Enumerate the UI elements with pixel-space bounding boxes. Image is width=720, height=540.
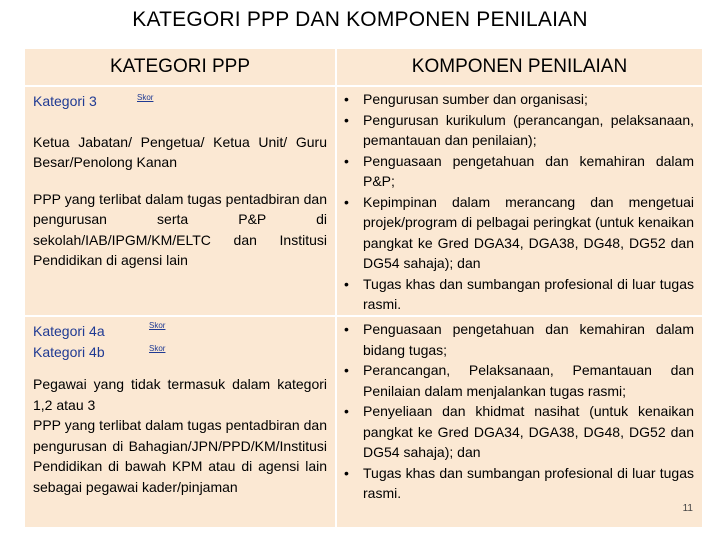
list-item: • Perancangan, Pelaksanaan, Pemantauan dan Penilaian dalam menjalankan tugas rasmi; <box>343 360 694 401</box>
header-komponen: KOMPONEN PENILAIAN <box>336 48 703 86</box>
row1-description-2: PPP yang terlibat dalam tugas pentadbiran dan pengurusan serta P&P di sekolah/IAB/IPGM/KM/ELTC dan Institusi Pendidikan di agensi lain <box>33 190 327 268</box>
kategori-4a-label <box>33 321 327 342</box>
list-item: • Pengurusan sumber dan organisasi; <box>343 89 694 110</box>
list-item: • Pengurusan kurikulum (perancangan, pelaksanaan, pemantauan dan penilaian); <box>343 110 694 151</box>
skor-link[interactable]: Skor <box>149 343 166 353</box>
kategori-4a-text: Kategori 4a <box>33 323 105 339</box>
list-item: • Penguasaan pengetahuan dan kemahiran dalam bidang tugas; <box>343 319 694 360</box>
row2-bullet-list <box>343 319 694 504</box>
list-item: • Kepimpinan dalam merancang dan mengetuai projek/program di pelbagai peringkat (untuk kenaikan pangkat ke Gred DGA34, DGA38, DG48, DG52 dan DG54 sahaja); dan <box>343 192 694 274</box>
kategori-3-label <box>33 91 327 112</box>
row2-description-1: Pegawai yang tidak termasuk dalam kategori 1,2 atau 3 <box>33 376 327 413</box>
kategori-4b-text: Kategori 4b <box>33 343 105 360</box>
kategori-3-text: Kategori 3 <box>33 93 97 109</box>
kategori-4b-label <box>33 342 327 363</box>
header-kategori: KATEGORI PPP <box>24 48 336 86</box>
row1-description-1: Ketua Jabatan/ Pengetua/ Ketua Unit/ Guru Besar/Penolong Kanan <box>33 133 327 170</box>
list-item: • Tugas khas dan sumbangan profesional di luar tugas rasmi. <box>343 274 694 315</box>
page-number: 11 <box>682 503 693 514</box>
row2-kategori-cell <box>24 316 336 528</box>
row1-komponen-cell <box>336 86 703 316</box>
list-item: • Tugas khas dan sumbangan profesional di luar tugas rasmi. <box>343 463 694 504</box>
list-item: • Penyeliaan dan khidmat nasihat (untuk kenaikan pangkat ke Gred DGA34, DGA38, DG48, DG52 dan DG54 sahaja); dan <box>343 401 694 463</box>
row1-kategori-cell <box>24 86 336 316</box>
category-table <box>24 48 703 528</box>
row2-komponen-cell <box>336 316 703 528</box>
skor-link[interactable]: Skor <box>137 93 154 102</box>
row1-bullet-list <box>343 89 694 315</box>
page-title: KATEGORI PPP DAN KOMPONEN PENILAIAN <box>132 8 588 31</box>
list-item: • Penguasaan pengetahuan dan kemahiran dalam P&P; <box>343 151 694 192</box>
skor-link[interactable]: Skor <box>149 321 166 330</box>
row2-description-2: PPP yang terlibat dalam tugas pentadbiran dan pengurusan di Bahagian/JPN/PPD/KM/Institusi Pendidikan di bawah KPM atau di agensi lain sebagai pegawai kader/pinjaman <box>33 417 327 495</box>
